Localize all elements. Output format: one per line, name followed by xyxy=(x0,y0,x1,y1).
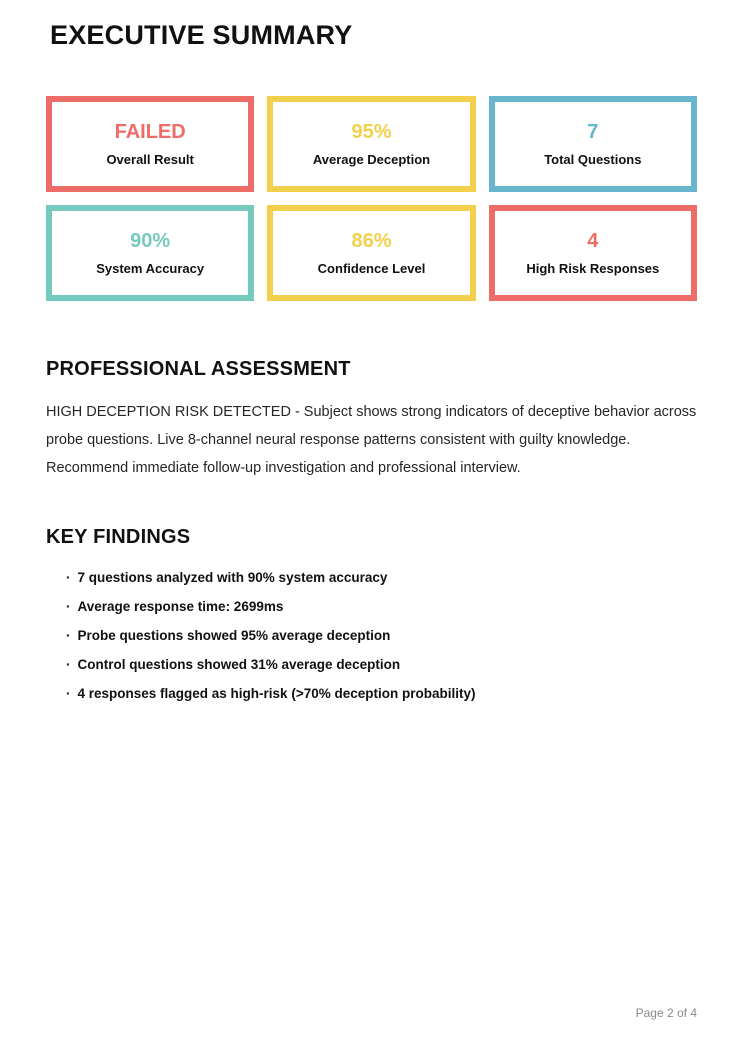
bullet-icon: · xyxy=(66,599,71,614)
stat-card-label: System Accuracy xyxy=(96,261,205,276)
finding-item xyxy=(66,687,697,701)
key-findings-list xyxy=(46,571,697,701)
finding-text: 7 questions analyzed with 90% system accuracy xyxy=(77,570,388,585)
stat-card-value: 7 xyxy=(587,121,599,143)
finding-text: 4 responses flagged as high-risk (>70% deception probability) xyxy=(77,686,476,701)
page-title: EXECUTIVE SUMMARY xyxy=(50,20,353,50)
finding-item xyxy=(66,571,697,585)
assessment-body: HIGH DECEPTION RISK DETECTED - Subject shows strong indicators of deceptive behavior across probe questions. Live 8-channel neural response patterns consistent with guilty knowledge. Recommend immediate follow-up investigation and professional interview. xyxy=(46,404,697,476)
finding-item xyxy=(66,658,697,672)
findings-heading: KEY FINDINGS xyxy=(46,526,191,548)
bullet-icon: · xyxy=(66,686,71,701)
finding-item xyxy=(66,629,697,643)
stat-card xyxy=(489,96,697,192)
finding-text: Control questions showed 31% average deception xyxy=(77,657,401,672)
stat-card xyxy=(267,205,475,301)
stat-card-value: 86% xyxy=(351,230,392,252)
stat-card xyxy=(267,96,475,192)
bullet-icon: · xyxy=(66,570,71,585)
finding-text: Average response time: 2699ms xyxy=(77,599,284,614)
stat-card xyxy=(46,96,254,192)
stat-card-value: FAILED xyxy=(114,121,186,143)
page-number: Page 2 of 4 xyxy=(635,1006,697,1020)
stat-card-label: Overall Result xyxy=(106,152,194,167)
stat-card-value: 4 xyxy=(587,230,599,252)
stat-card-label: Average Deception xyxy=(312,152,431,167)
assessment-heading: PROFESSIONAL ASSESSMENT xyxy=(46,358,351,380)
bullet-icon: · xyxy=(66,628,71,643)
stat-card-label: High Risk Responses xyxy=(526,261,660,276)
stat-card-value: 90% xyxy=(130,230,171,252)
stat-cards-grid xyxy=(46,96,697,301)
stat-card-label: Confidence Level xyxy=(317,261,426,276)
stat-card-label: Total Questions xyxy=(544,152,642,167)
bullet-icon: · xyxy=(66,657,71,672)
finding-text: Probe questions showed 95% average deception xyxy=(77,628,391,643)
stat-card xyxy=(46,205,254,301)
finding-item xyxy=(66,600,697,614)
stat-card xyxy=(489,205,697,301)
stat-card-value: 95% xyxy=(351,121,392,143)
